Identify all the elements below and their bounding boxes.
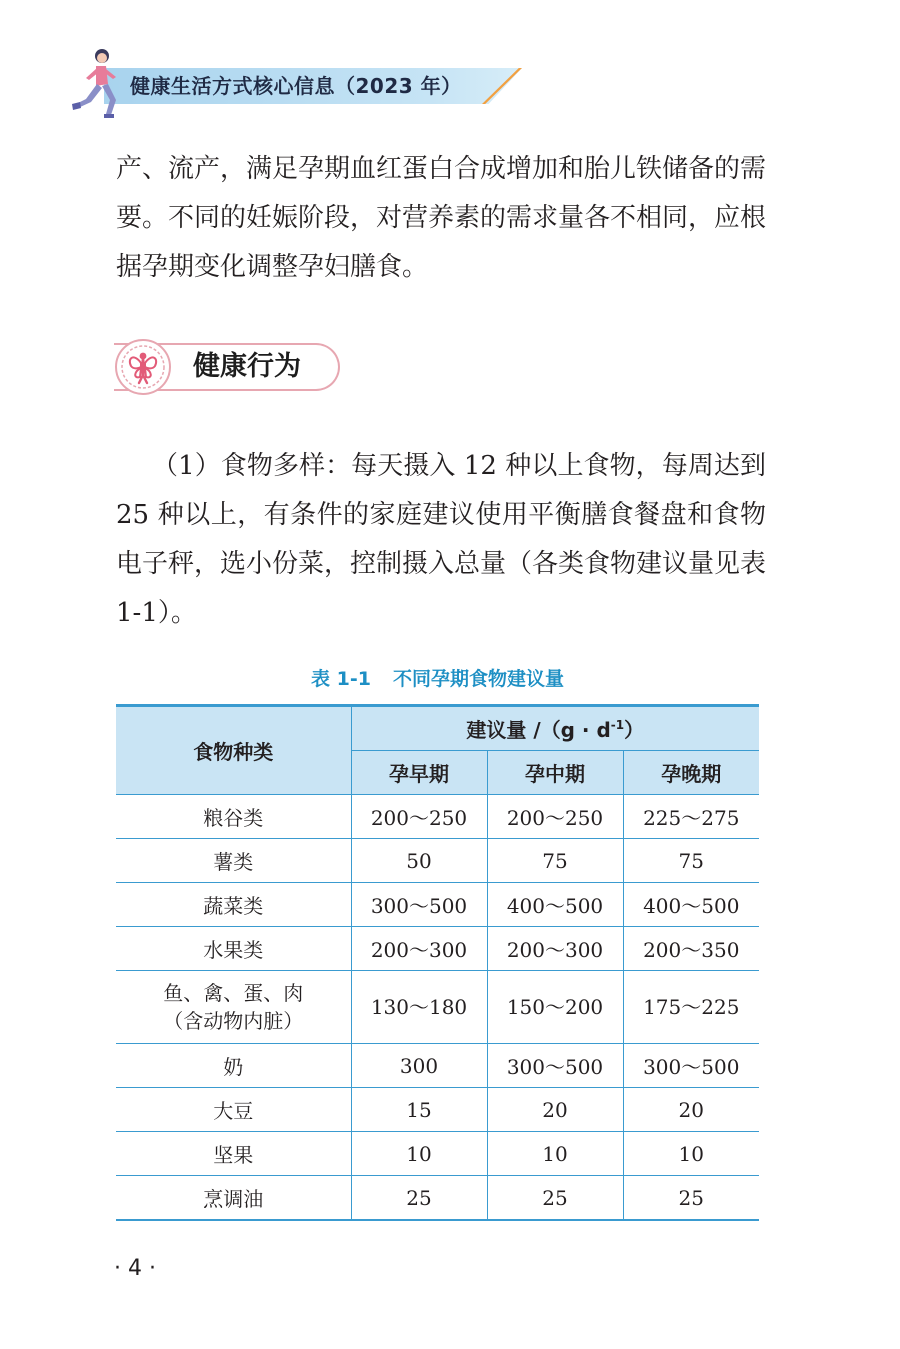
row-early: 130～180 bbox=[351, 971, 487, 1044]
table-row bbox=[116, 1088, 759, 1132]
food-recommendation-table bbox=[116, 704, 759, 1221]
row-food-line2: （含动物内脏） bbox=[163, 1009, 304, 1033]
row-mid: 75 bbox=[487, 839, 623, 883]
table-row bbox=[116, 795, 759, 839]
runner-woman-icon bbox=[66, 44, 128, 120]
row-food: 大豆 bbox=[116, 1088, 351, 1132]
row-early: 300～500 bbox=[351, 883, 487, 927]
row-mid: 200～250 bbox=[487, 795, 623, 839]
table-row bbox=[116, 971, 759, 1044]
row-late: 20 bbox=[623, 1088, 759, 1132]
page-number: · 4 · bbox=[114, 1256, 156, 1281]
row-food: 烹调油 bbox=[116, 1176, 351, 1221]
column-header-group-main: 建议量 /（g · d bbox=[466, 718, 611, 742]
row-food-line1: 鱼、禽、蛋、肉 bbox=[163, 981, 304, 1005]
intro-paragraph: 产、流产，满足孕期血红蛋白合成增加和胎儿铁储备的需要。不同的妊娠阶段，对营养素的需求量各不相同，应根据孕期变化调整孕妇膳食。 bbox=[116, 154, 767, 282]
column-header-group bbox=[351, 706, 759, 751]
column-header-food: 食物种类 bbox=[116, 706, 351, 795]
butterfly-person-icon bbox=[114, 338, 172, 396]
row-late: 75 bbox=[623, 839, 759, 883]
row-mid: 150～200 bbox=[487, 971, 623, 1044]
row-late: 175～225 bbox=[623, 971, 759, 1044]
row-food: 水果类 bbox=[116, 927, 351, 971]
table-row bbox=[116, 1044, 759, 1088]
row-food bbox=[116, 971, 351, 1044]
row-early: 300 bbox=[351, 1044, 487, 1088]
table-row bbox=[116, 883, 759, 927]
row-late: 225～275 bbox=[623, 795, 759, 839]
column-header-late: 孕晚期 bbox=[623, 751, 759, 795]
row-early: 10 bbox=[351, 1132, 487, 1176]
row-mid: 25 bbox=[487, 1176, 623, 1221]
row-late: 200～350 bbox=[623, 927, 759, 971]
row-early: 50 bbox=[351, 839, 487, 883]
row-mid: 10 bbox=[487, 1132, 623, 1176]
row-early: 15 bbox=[351, 1088, 487, 1132]
table-row bbox=[116, 927, 759, 971]
row-late: 25 bbox=[623, 1176, 759, 1221]
row-late: 10 bbox=[623, 1132, 759, 1176]
row-food: 薯类 bbox=[116, 839, 351, 883]
column-header-group-sup: -1 bbox=[610, 718, 625, 732]
row-mid: 200～300 bbox=[487, 927, 623, 971]
running-header-title: 健康生活方式核心信息（2023 年） bbox=[130, 74, 462, 98]
table-caption-number: 表 1-1 bbox=[311, 668, 371, 690]
section-title: 健康行为 bbox=[193, 351, 301, 382]
row-mid: 20 bbox=[487, 1088, 623, 1132]
table-caption bbox=[116, 663, 759, 695]
row-early: 200～250 bbox=[351, 795, 487, 839]
column-header-early: 孕早期 bbox=[351, 751, 487, 795]
row-late: 300～500 bbox=[623, 1044, 759, 1088]
row-mid: 400～500 bbox=[487, 883, 623, 927]
paragraph-food-diversity: （1）食物多样：每天摄入 12 种以上食物，每周达到 25 种以上，有条件的家庭建议使用平衡膳食餐盘和食物电子秤，选小份菜，控制摄入总量（各类食物建议量见表 1-1）。 bbox=[116, 451, 767, 628]
table-caption-text: 不同孕期食物建议量 bbox=[392, 668, 564, 690]
table-row bbox=[116, 1132, 759, 1176]
row-early: 200～300 bbox=[351, 927, 487, 971]
row-mid: 300～500 bbox=[487, 1044, 623, 1088]
row-food: 蔬菜类 bbox=[116, 883, 351, 927]
column-header-group-end: ） bbox=[624, 718, 645, 742]
column-header-mid: 孕中期 bbox=[487, 751, 623, 795]
row-late: 400～500 bbox=[623, 883, 759, 927]
table-row bbox=[116, 839, 759, 883]
row-food: 坚果 bbox=[116, 1132, 351, 1176]
row-food: 粮谷类 bbox=[116, 795, 351, 839]
table-row bbox=[116, 1176, 759, 1221]
row-early: 25 bbox=[351, 1176, 487, 1221]
row-food: 奶 bbox=[116, 1044, 351, 1088]
